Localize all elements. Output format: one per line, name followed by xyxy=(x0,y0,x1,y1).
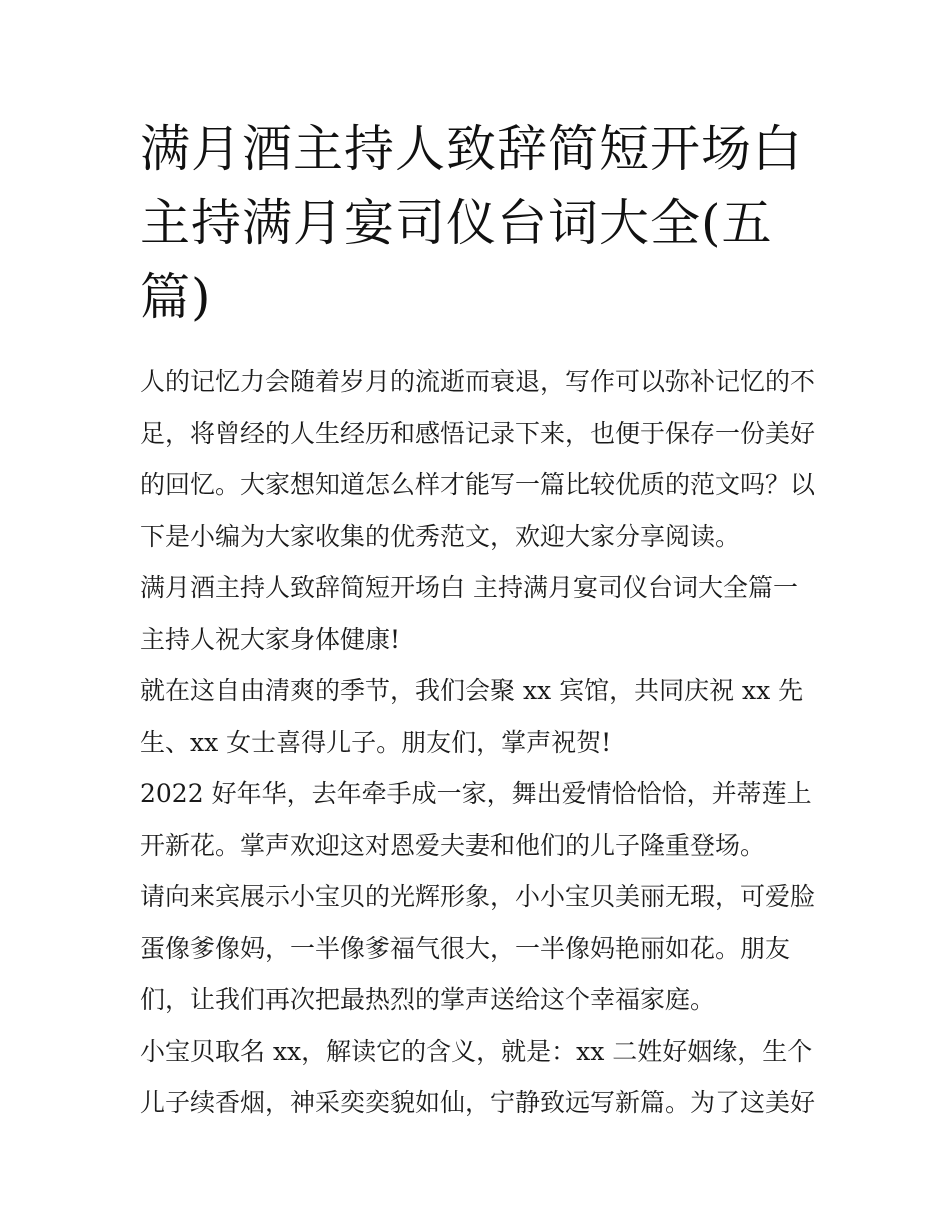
document-body xyxy=(140,356,820,1129)
body-line: 主持人祝大家身体健康! xyxy=(140,624,401,654)
body-line: 的回忆。大家想知道怎么样才能写一篇比较优质的范文吗？以 xyxy=(140,470,816,499)
body-line: 足，将曾经的人生经历和感悟记录下来，也便于保存一份美好 xyxy=(140,418,816,448)
title-line: 篇) xyxy=(140,268,212,326)
document-title xyxy=(140,112,820,334)
body-line: 就在这自由清爽的季节，我们会聚 xx 宾馆，共同庆祝 xx 先 xyxy=(140,676,804,705)
body-line: 下是小编为大家收集的优秀范文，欢迎大家分享阅读。 xyxy=(140,521,741,551)
title-line: 满月酒主持人致辞简短开场白 xyxy=(140,120,803,178)
body-line: 小宝贝取名 xx，解读它的含义，就是：xx 二姓好姻缘，生个 xyxy=(140,1036,813,1066)
body-line: 们，让我们再次把最热烈的掌声送给这个幸福家庭。 xyxy=(140,985,716,1014)
body-line: 2022 好年华，去年牵手成一家，舞出爱情恰恰恰，并蒂莲上 xyxy=(140,779,812,808)
body-line: 开新花。掌声欢迎这对恩爱夫妻和他们的儿子隆重登场。 xyxy=(140,830,766,860)
body-line: 人的记忆力会随着岁月的流逝而衰退，写作可以弥补记忆的不 xyxy=(140,367,816,396)
title-line: 主持满月宴司仪台词大全(五 xyxy=(140,194,773,252)
body-line: 请向来宾展示小宝贝的光辉形象，小小宝贝美丽无瑕，可爱脸 xyxy=(140,882,816,911)
body-line: 蛋像爹像妈，一半像爹福气很大，一半像妈艳丽如花。朋友 xyxy=(140,933,791,963)
body-line: 生、xx 女士喜得儿子。朋友们，掌声祝贺! xyxy=(140,727,612,757)
body-line: 儿子续香烟，神采奕奕貌如仙，宁静致远写新篇。为了这美好 xyxy=(140,1088,816,1117)
section-heading-line: 满月酒主持人致辞简短开场白 主持满月宴司仪台词大全篇一 xyxy=(140,573,798,602)
